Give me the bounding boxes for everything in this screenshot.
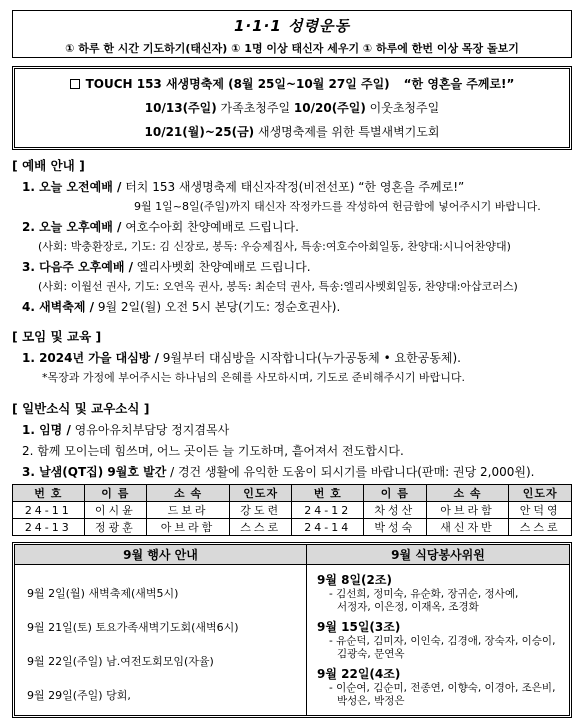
table-cell: 아브라함: [147, 519, 230, 536]
kitchen-group-names: 서정자, 이은정, 이재옥, 조경화: [337, 601, 479, 613]
worship-item-3-text: 엘리사벳회 찬양예배로 드립니다.: [132, 260, 311, 274]
table-cell: 아브라함: [426, 502, 509, 519]
table-cell: 24-13: [13, 519, 85, 536]
col-group-2: 소 속: [426, 485, 509, 502]
news-item-3-label: 3. 날샘(QT집) 9월호 발간: [22, 465, 167, 479]
news-heading: [ 일반소식 및 교우소식 ]: [12, 401, 150, 416]
kitchen-group-names: - 김선희, 정미숙, 유순화, 장귀순, 정사예,: [329, 588, 519, 600]
table-cell: 24-11: [13, 502, 85, 519]
table-cell: 드보라: [147, 502, 230, 519]
kitchen-group-names: - 이순여, 김순미, 전종연, 이향숙, 이경아, 조은비,: [329, 682, 556, 694]
neighbor-sunday-label: 이웃초청주일: [365, 101, 440, 115]
kitchen-group-names: 김광숙, 문연옥: [337, 648, 405, 660]
table-cell: 스스로: [509, 519, 572, 536]
col-name: 이 름: [84, 485, 147, 502]
worship-item-1-note: 9월 1일~8일(주일)까지 태신자 작정카드를 작성하여 헌금함에 넣어주시기 바랍니다.: [134, 200, 541, 213]
touch-festival-box: [12, 66, 572, 150]
duty-table: [12, 484, 572, 536]
worship-item-2: [22, 218, 572, 235]
table-cell: 강도련: [229, 502, 292, 519]
worship-item-2-text: 여호수아회 찬양예배로 드립니다.: [121, 220, 299, 234]
table-cell: 24-12: [292, 502, 364, 519]
worship-item-4-text: 9월 2일(월) 오전 5시 본당(기도: 정순호권사).: [94, 300, 341, 314]
col-number-2: 번 호: [292, 485, 364, 502]
movement-title: 1·1·1 성령운동: [234, 17, 350, 35]
movement-header-box: [12, 10, 572, 58]
duty-table-header: [13, 485, 572, 502]
kitchen-heading: 9월 식당봉사위원: [307, 545, 569, 565]
neighbor-sunday-date: 10/20(주일): [293, 101, 366, 115]
education-item-1: [22, 349, 572, 366]
worship-item-1: [22, 178, 572, 195]
table-cell: 새신자반: [426, 519, 509, 536]
education-item-1-text: 9월부터 대심방을 시작합니다(누가공동체 • 요한공동체).: [158, 351, 461, 365]
list-item: 9월 22일(주일) 남.여전도회모임(자율): [27, 655, 214, 668]
news-item-1: [22, 421, 572, 438]
table-row: [13, 502, 572, 519]
festival-title: TOUCH 153 새생명축제 (8월 25일~10월 27일 주일): [85, 77, 390, 91]
worship-item-2-detail: (사회: 박충환장로, 기도: 김 신장로, 봉독: 우승제집사, 특송:여호수아회일동, 찬양대:시니어찬양대): [38, 240, 511, 253]
family-sunday-date: 10/13(주일): [144, 101, 217, 115]
table-cell: 스스로: [229, 519, 292, 536]
touch-festival-line3: [15, 123, 569, 140]
table-cell: 안덕영: [509, 502, 572, 519]
education-heading: [ 모임 및 교육 ]: [12, 329, 102, 344]
col-leader: 인도자: [229, 485, 292, 502]
bulletin-page: [12, 10, 572, 718]
kitchen-column: [307, 545, 569, 715]
worship-item-3-label: 3. 다음주 오후예배 /: [22, 260, 133, 274]
touch-festival-line2: [15, 99, 569, 116]
table-row: [13, 519, 572, 536]
col-leader-2: 인도자: [509, 485, 572, 502]
news-item-1-label: 1. 임명 /: [22, 423, 71, 437]
september-info-box: [12, 542, 572, 718]
worship-item-1-label: 1. 오늘 오전예배 /: [22, 180, 122, 194]
dawn-prayer-label: 새생명축제를 위한 특별새벽기도회: [254, 125, 440, 139]
touch-festival-line1: [15, 75, 569, 92]
list-item: 9월 29일(주일) 당회,: [27, 689, 131, 702]
worship-item-3-detail: (사회: 이월선 권사, 기도: 오연옥 권사, 봉독: 최순덕 권사, 특송:엘리사벳회일동, 찬양대:아삽코러스): [38, 280, 518, 293]
news-item-3-text: / 경건 생활에 유익한 도움이 되시기를 바랍니다(판매: 권당 2,000원).: [166, 465, 535, 479]
list-item: 9월 21일(토) 토요가족새벽기도회(새벽6시): [27, 621, 239, 634]
worship-item-3: [22, 258, 572, 275]
col-name-2: 이 름: [364, 485, 427, 502]
worship-item-2-label: 2. 오늘 오후예배 /: [22, 220, 122, 234]
movement-goals: ① 하루 한 시간 기도하기(태신자) ① 1명 이상 태신자 세우기 ① 하루에 한번 이상 목장 돌보기: [65, 42, 519, 55]
dawn-prayer-dates: 10/21(월)~25(금): [144, 125, 255, 139]
worship-item-4: [22, 298, 572, 315]
table-cell: 이시윤: [84, 502, 147, 519]
table-cell: 차성산: [364, 502, 427, 519]
kitchen-group-label: 9월 22일(4조): [317, 667, 401, 681]
col-number: 번 호: [13, 485, 85, 502]
kitchen-group-label: 9월 8일(2조): [317, 573, 392, 587]
worship-item-4-label: 4. 새벽축제 /: [22, 300, 95, 314]
kitchen-group-names: - 유순덕, 김미자, 이인숙, 김경애, 장숙자, 이승이,: [329, 635, 556, 647]
education-item-1-label: 1. 2024년 가을 대심방 /: [22, 351, 159, 365]
worship-heading: [ 예배 안내 ]: [12, 158, 85, 173]
news-item-1-text: 영유아유치부담당 정지겸목사: [70, 423, 230, 437]
col-group: 소 속: [147, 485, 230, 502]
news-item-3: [22, 463, 572, 480]
news-item-2: 2. 함께 모이는데 힘쓰며, 어느 곳이든 늘 기도하며, 흩어져서 전도합시다.: [22, 444, 404, 458]
kitchen-group-label: 9월 15일(3조): [317, 620, 401, 634]
table-cell: 박성숙: [364, 519, 427, 536]
checkbox-square-icon: [70, 79, 80, 89]
kitchen-group-names: 박성은, 박정은: [337, 695, 405, 707]
worship-item-1-text: 터치 153 새생명축제 태신자작정(비전선포) “한 영혼을 주께로!”: [121, 180, 465, 194]
table-cell: 정광훈: [84, 519, 147, 536]
family-sunday-label: 가족초청주일: [216, 101, 294, 115]
events-column: [15, 545, 307, 715]
education-item-1-note: *목장과 가정에 부어주시는 하나님의 은혜를 사모하시며, 기도로 준비해주시기 바랍니다.: [42, 371, 465, 384]
list-item: 9월 2일(월) 새벽축제(새벽5시): [27, 587, 179, 600]
events-heading: 9월 행사 안내: [15, 545, 306, 565]
table-cell: 24-14: [292, 519, 364, 536]
festival-slogan: “한 영혼을 주께로!”: [403, 77, 515, 91]
